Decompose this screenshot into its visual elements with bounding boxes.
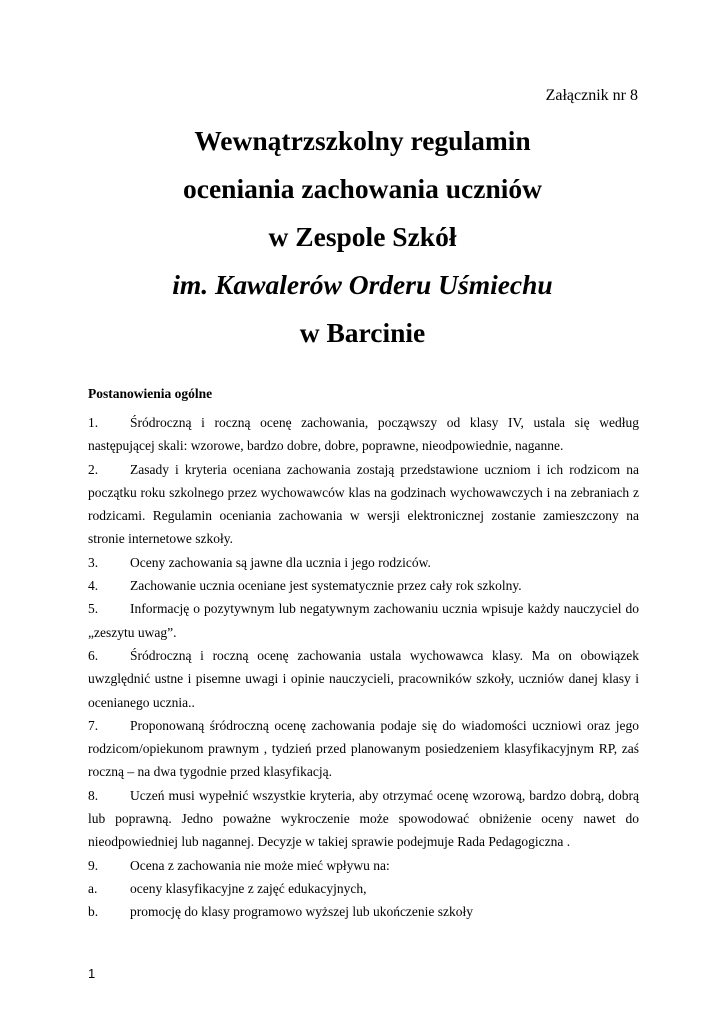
list-item-number: 6. — [88, 647, 99, 663]
list-item-text: promocję do klasy programowo wyższej lub ukończenie szkoły — [130, 904, 474, 920]
list-item-text: Śródroczną i roczną ocenę zachowania ustala wychowawca klasy. Ma on obowiązek uwzględnić ustne i pisemne uwagi i opinie nauczycieli, pracowników szkoły, uczniów danej klasy i ocenianego ucznia.. — [88, 647, 639, 710]
list-item-text: Uczeń musi wypełnić wszystkie kryteria, aby otrzymać ocenę wzorową, bardzo dobrą, dobrą lub poprawną. Jedno poważne wykroczenie może spowodować obniżenie oceny nawet do nieodpowiedniej lub nagannej. Decyzje w takiej sprawie podejmuje Rada Pedagogiczna . — [88, 787, 639, 850]
list-item-text: Proponowaną śródroczną ocenę zachowania podaje się do wiadomości uczniowi oraz jego rodzicom/opiekunom prawnym , tydzień przed planowanym posiedzeniem klasyfikacyjnym RP, zaś roczną – na dwa tygodnie przed klasyfikacją. — [88, 717, 639, 780]
list-item — [88, 877, 639, 900]
rules-list — [88, 411, 639, 924]
title-line-school-name: im. Kawalerów Orderu Uśmiechu — [172, 269, 553, 300]
title-line: Wewnątrzszkolny regulamin — [194, 125, 531, 156]
list-item — [88, 551, 639, 574]
list-item-number: b. — [88, 904, 99, 920]
list-item-text: oceny klasyfikacyjne z zajęć edukacyjnych, — [130, 880, 367, 896]
list-item — [88, 597, 639, 644]
list-item-text: Informację o pozytywnym lub negatywnym zachowaniu ucznia wpisuje każdy nauczyciel do „zeszytu uwag”. — [88, 601, 639, 640]
list-item — [88, 574, 639, 597]
list-item — [88, 714, 639, 784]
title-line: w Zespole Szkół — [268, 221, 457, 252]
list-item-text: Zachowanie ucznia oceniane jest systematycznie przez cały rok szkolny. — [130, 578, 522, 594]
list-item-number: 3. — [88, 554, 99, 570]
page-number: 1 — [88, 966, 96, 981]
section-heading: Postanowienia ogólne — [88, 386, 213, 401]
list-item-number: 5. — [88, 601, 99, 617]
title-line: w Barcinie — [299, 317, 426, 348]
list-item-text: Oceny zachowania są jawne dla ucznia i jego rodziców. — [130, 554, 431, 570]
list-item — [88, 854, 639, 877]
title-line: oceniania zachowania uczniów — [182, 173, 543, 204]
list-item-number: 1. — [88, 415, 99, 430]
list-item-number: 8. — [88, 787, 99, 803]
document-title — [0, 117, 725, 357]
list-item-text: Ocena z zachowania nie może mieć wpływu na: — [130, 857, 390, 873]
list-item — [88, 411, 639, 458]
list-item-text: Zasady i kryteria oceniana zachowania zostają przedstawione uczniom i ich rodzicom na początku roku szkolnego przez wychowawców klas na godzinach wychowawczych i na zebraniach z rodzicami. Regulamin oceniania zachowania w wersji elektronicznej zostanie zamieszczony na stronie internetowe szkoły. — [88, 461, 639, 547]
list-item-number: 2. — [88, 461, 99, 477]
annex-label: Załącznik nr 8 — [545, 87, 638, 104]
list-item — [88, 458, 639, 551]
list-item — [88, 644, 639, 714]
list-item — [88, 900, 639, 923]
list-item — [88, 784, 639, 854]
list-item-number: 4. — [88, 578, 99, 594]
list-item-number: 7. — [88, 717, 99, 733]
list-item-number: 9. — [88, 857, 99, 873]
list-item-text: Śródroczną i roczną ocenę zachowania, począwszy od klasy IV, ustala się według następującej skali: wzorowe, bardzo dobre, dobre, poprawne, nieodpowiednie, naganne. — [88, 415, 639, 454]
list-item-number: a. — [88, 880, 98, 896]
